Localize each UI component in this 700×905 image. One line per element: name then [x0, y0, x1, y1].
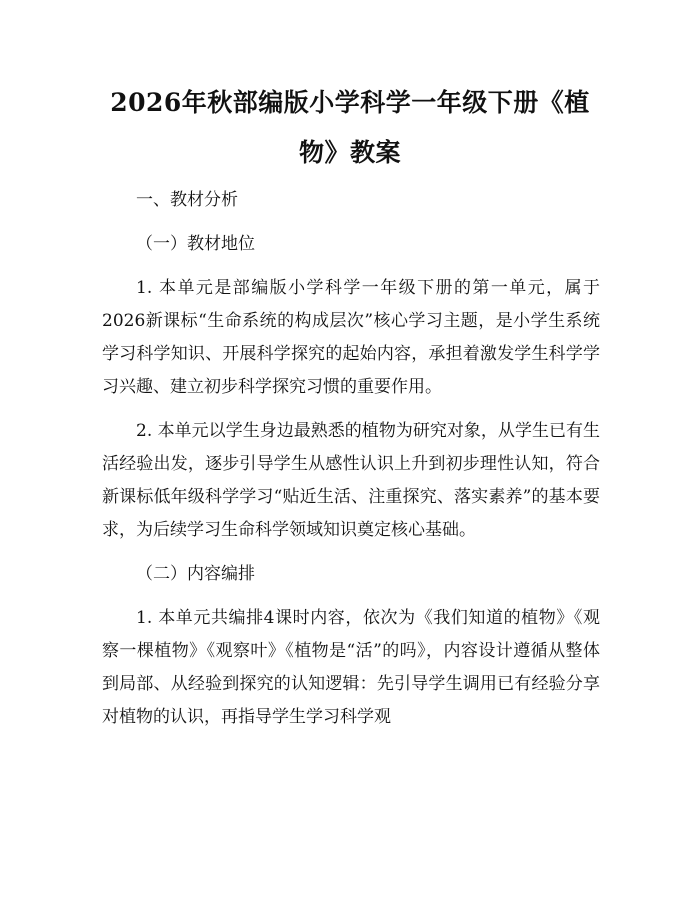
paragraph-material-status-2: 2. 本单元以学生身边最熟悉的植物为研究对象，从学生已有生活经验出发，逐步引导学生从感性认识上升到初步理性认知，符合新课标低年级科学学习“贴近生活、注重探究、落实素养”的基本要求，为后续学习生命科学领域知识奠定核心基础。 — [102, 421, 600, 540]
paragraph-content-arrangement-1: 1. 本单元共编排4课时内容，依次为《我们知道的植物》《观察一棵植物》《观察叶》《植物是“活”的吗》，内容设计遵循从整体到局部、从经验到探究的认知逻辑：先引导学生调用已有经验分享对植物的认识，再指导学生学习科学观 — [102, 608, 600, 727]
paragraph-material-status-1: 1. 本单元是部编版小学科学一年级下册的第一单元，属于2026新课标“生命系统的构成层次”核心学习主题，是小学生系统学习科学知识、开展科学探究的起始内容，承担着激发学生科学学习兴趣、建立初步科学探究习惯的重要作用。 — [102, 278, 600, 397]
subsection-heading-content-arrangement: （二）内容编排 — [136, 564, 255, 584]
subsection-heading-material-status: （一）教材地位 — [136, 234, 255, 254]
document-body — [102, 184, 600, 745]
section-heading-teaching-material-analysis: 一、教材分析 — [136, 190, 238, 210]
document-title: 2026年秋部编版小学科学一年级下册《植物》教案 — [110, 88, 590, 167]
